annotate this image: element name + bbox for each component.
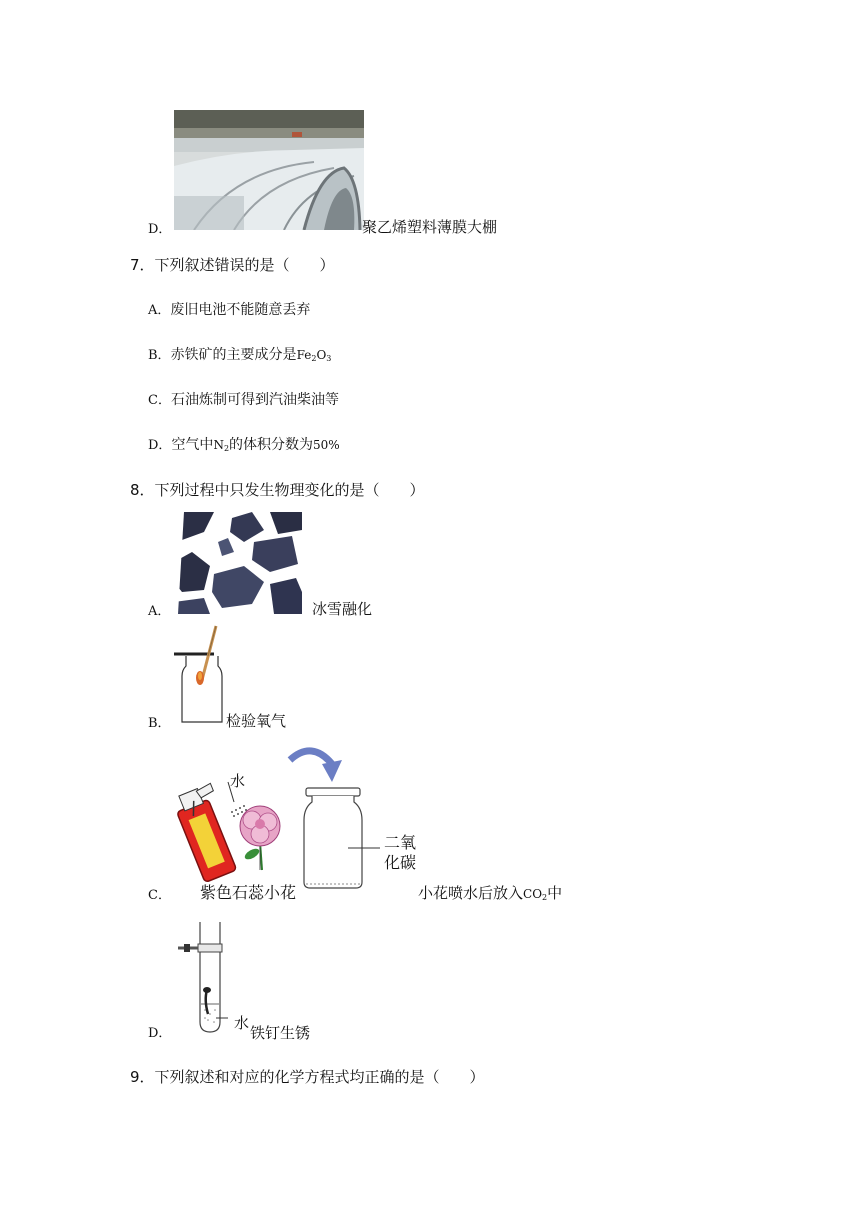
water-label: 水: [234, 1014, 250, 1032]
iron-nail-image: [172, 918, 232, 1036]
option-letter: D．: [148, 1026, 172, 1041]
formula-subscript: 2: [223, 444, 230, 453]
question-8-stem: 8．下列过程中只发生物理变化的是（ ）: [130, 481, 425, 499]
q8-option-c: [148, 742, 588, 906]
formula-subscript: 3: [326, 354, 332, 363]
formula-subscript: 2: [542, 893, 548, 902]
formula-part: N: [213, 438, 224, 452]
caption: 铁钉生锈: [250, 1024, 311, 1042]
formula-part: O: [316, 348, 327, 362]
greenhouse-image: [174, 110, 364, 230]
snow-image: [174, 512, 302, 614]
q7-option-a: [148, 299, 310, 319]
option-text: 空气中: [171, 437, 214, 453]
option-text: 废旧电池不能随意丢弃: [170, 302, 311, 318]
question-9-stem: 9．下列叙述和对应的化学方程式均正确的是（ ）: [130, 1068, 485, 1086]
water-label: 水: [230, 772, 246, 790]
gas-label-line2: 化碳: [384, 853, 417, 872]
option-letter: C．: [148, 888, 171, 903]
option-letter: A．: [148, 303, 171, 318]
option-letter: B．: [148, 348, 171, 363]
caption: 检验氧气: [226, 712, 287, 730]
n2-formula: [213, 438, 229, 452]
option-letter: D．: [148, 438, 172, 453]
option-text: 石油炼制可得到汽油柴油等: [170, 392, 339, 408]
fe2o3-formula: [297, 348, 332, 362]
gas-label-line1: 二氧: [384, 833, 417, 852]
option-text: 的体积分数为: [229, 437, 314, 453]
q8-option-d: [148, 918, 368, 1042]
option-letter: D．: [148, 222, 172, 237]
flower-co2-image: [172, 742, 420, 892]
option-letter: B．: [148, 716, 171, 731]
flower-label: 紫色石蕊小花: [200, 883, 297, 902]
caption-text: 中: [547, 884, 563, 902]
q8-option-b: [148, 624, 348, 732]
oxygen-test-image: [172, 624, 232, 726]
option-text: 赤铁矿的主要成分是: [170, 347, 297, 363]
caption: [418, 882, 562, 903]
percent-value: 50%: [313, 438, 340, 452]
formula-part: Fe: [296, 348, 312, 362]
formula-part: CO: [523, 887, 543, 901]
q6-option-d: [148, 108, 508, 236]
formula-subscript: 2: [311, 354, 317, 363]
question-7-stem: 7．下列叙述错误的是（ ）: [130, 256, 335, 274]
greenhouse-caption: 聚乙烯塑料薄膜大棚: [362, 218, 498, 236]
q7-option-b: [148, 344, 331, 364]
caption-text: 小花喷水后放入: [418, 884, 524, 902]
option-letter: C．: [148, 393, 171, 408]
q8-option-a: [148, 510, 408, 622]
co2-formula: [523, 887, 547, 901]
q7-option-c: [148, 389, 339, 409]
q7-option-d: [148, 434, 340, 454]
option-letter: A．: [148, 604, 171, 619]
caption: 冰雪融化: [312, 600, 373, 618]
